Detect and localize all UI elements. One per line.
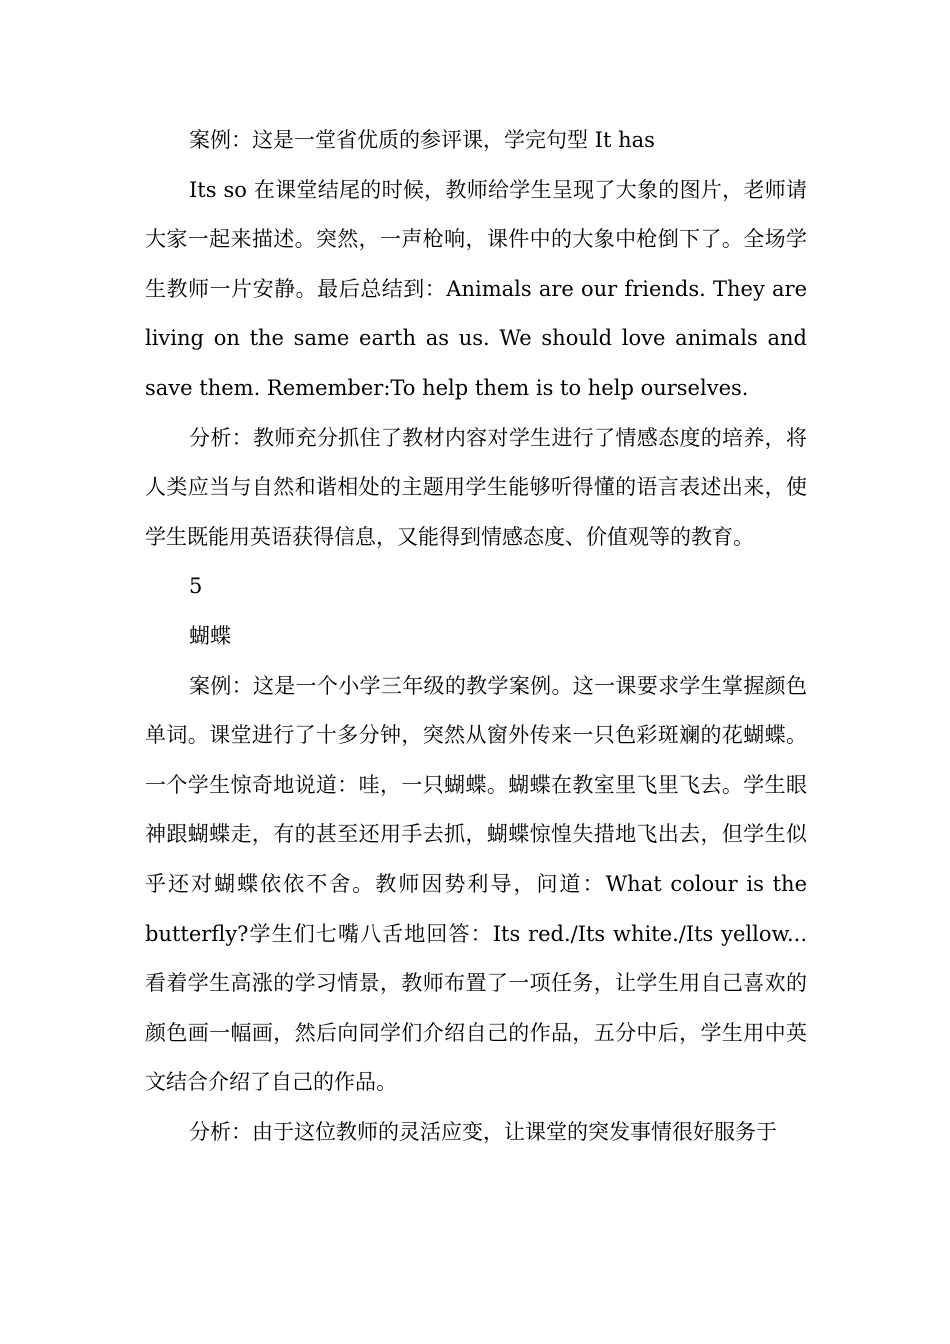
case-intro-paragraph: 案例：这是一堂省优质的参评课，学完句型 It has: [189, 128, 655, 152]
section-number: 5: [189, 574, 203, 599]
section-title: 蝴蝶: [189, 623, 231, 648]
butterfly-analysis-paragraph: 分析：由于这位教师的灵活应变，让课堂的突发事情很好服务于: [189, 1119, 777, 1144]
document-body: [145, 116, 807, 1157]
case-body-paragraph: Its so 在课堂结尾的时候，教师给学生呈现了大象的图片，老师请大家一起来描述。突然，一声枪响，课件中的大象中枪倒下了。全场学生教师一片安静。最后总结到：Animals are our friends. They are living on the same earth as us. We should love animals and save them. Remember:To help them is to help ourselves.: [145, 177, 807, 400]
butterfly-case-paragraph: 案例：这是一个小学三年级的教学案例。这一课要求学生掌握颜色单词。课堂进行了十多分钟，突然从窗外传来一只色彩斑斓的花蝴蝶。一个学生惊奇地说道：哇，一只蝴蝶。蝴蝶在教室里飞里飞去。学生眼神跟蝴蝶走，有的甚至还用手去抓，蝴蝶惊惶失措地飞出去，但学生似乎还对蝴蝶依依不舍。教师因势利导，问道：What colour is the butterfly?学生们七嘴八舌地回答：Its red./Its white./Its yellow... 看着学生高涨的学习情景，教师布置了一项任务，让学生用自己喜欢的颜色画一幅画，然后向同学们介绍自己的作品，五分中后，学生用中英文结合介绍了自己的作品。: [145, 673, 807, 1095]
analysis-paragraph: 分析：教师充分抓住了教材内容对学生进行了情感态度的培养，将人类应当与自然和谐相处的主题用学生能够听得懂的语言表述出来，使学生既能用英语获得信息，又能得到情感态度、价值观等的教育。: [145, 425, 807, 549]
